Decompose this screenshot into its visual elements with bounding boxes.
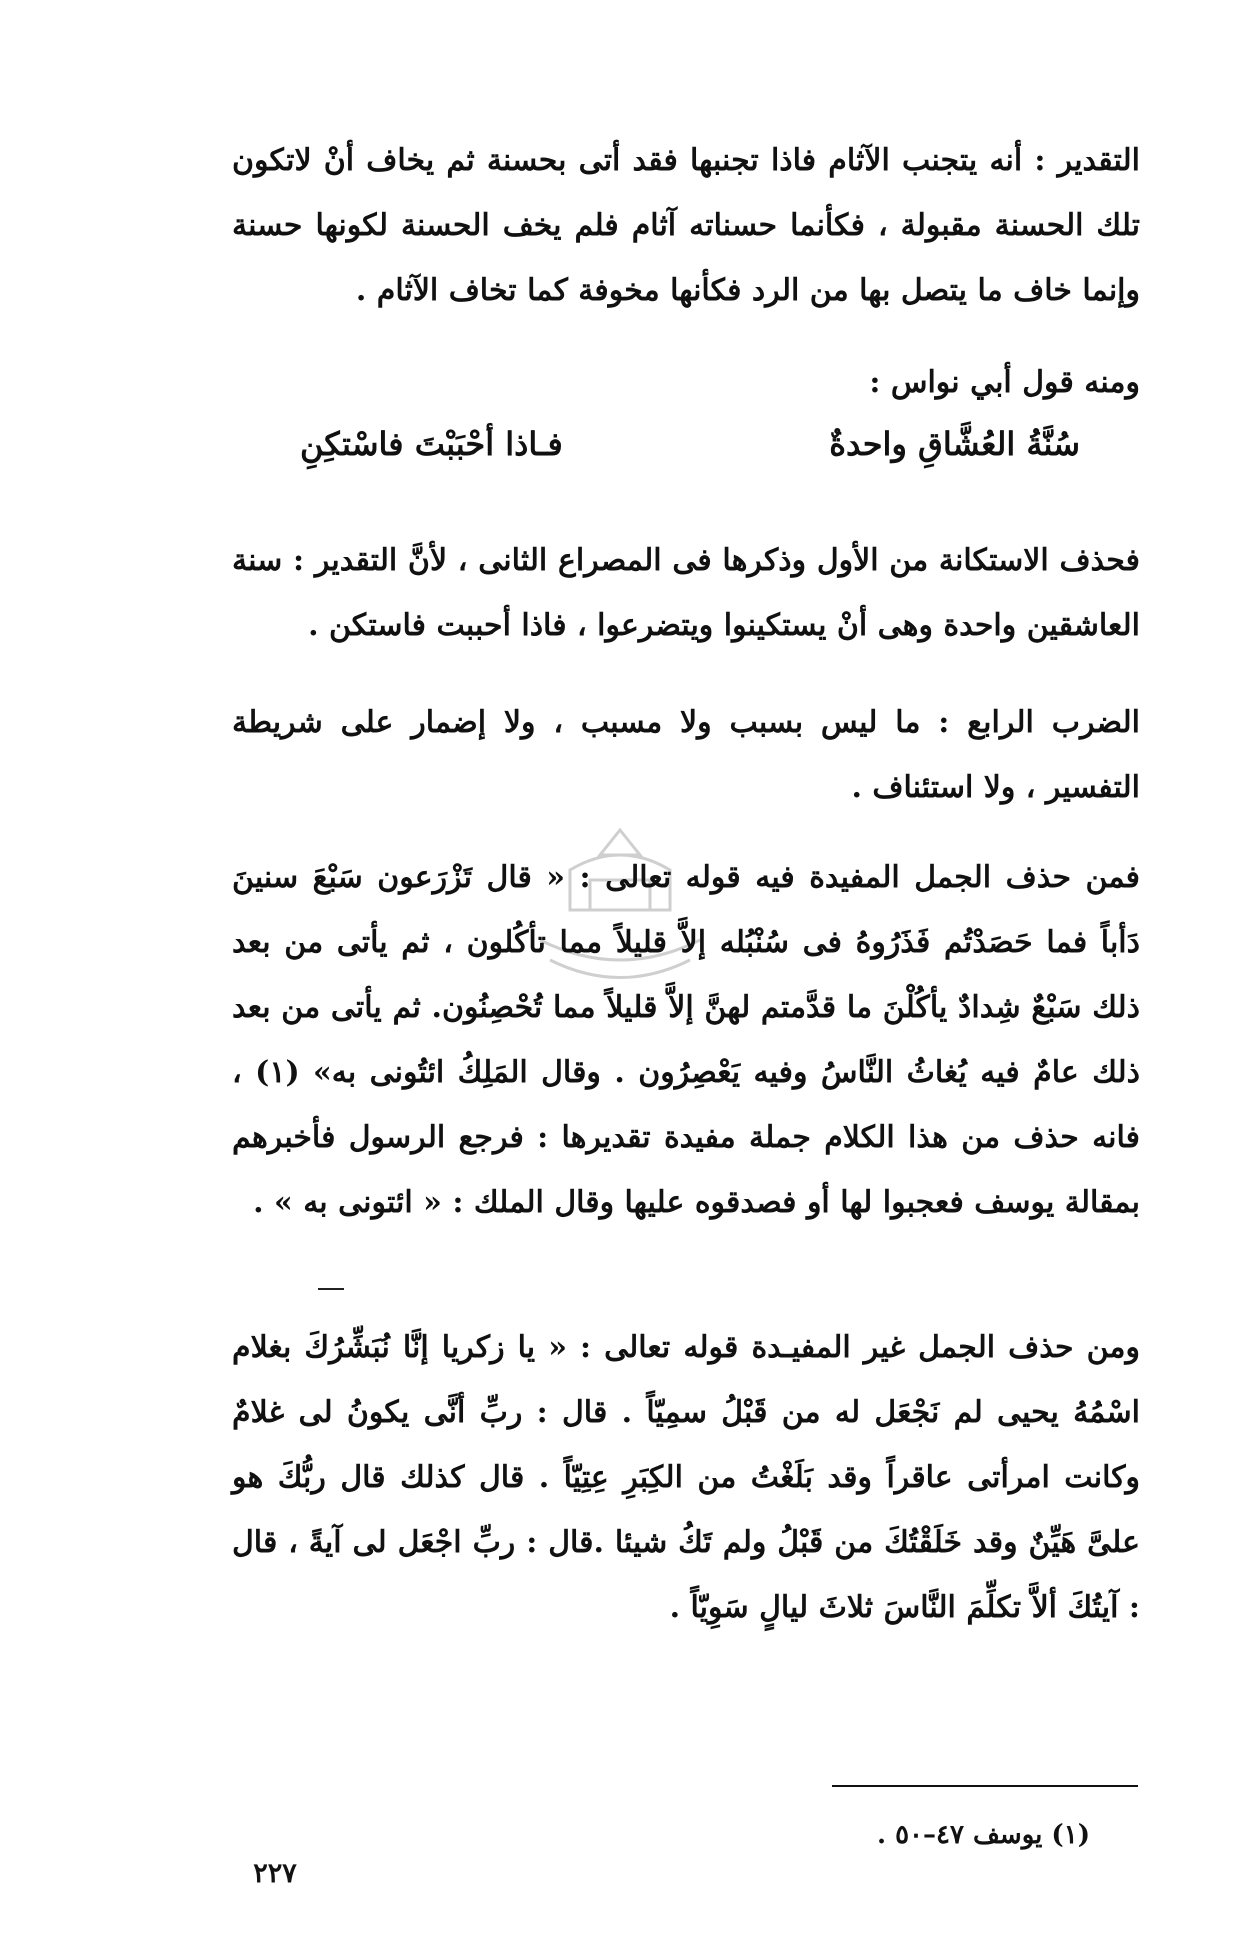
verse-first-hemistich: سُنَّةُ العُشَّاقِ واحدةٌ	[829, 425, 1080, 463]
paragraph-non-useful-sentences	[232, 1315, 1140, 1640]
paragraph-text: الضرب الرابع : ما ليس بسبب ولا مسبب ، ولا إضمار على شريطة التفسير ، ولا استئناف .	[232, 705, 1140, 805]
paragraph-taqdir	[232, 128, 1140, 323]
footnote: (١) يوسف ٤٧–٥٠ .	[876, 1820, 1090, 1850]
paragraph-verse-explanation	[232, 528, 1140, 658]
paragraph-text: فمن حذف الجمل المفيدة فيه قوله تعالى : « قال تَزْرَعون سَبْعَ سنينَ دَأباً فما حَصَدْتُم فَذَرُوهُ فى سُنْبُله إلاَّ قليلاً مما تأكُلون ، ثم يأتى من بعد ذلك سَبْعٌ شِدادٌ يأكُلْنَ ما قدَّمتم لهنَّ إلاَّ قليلاً مما تُحْصِنُون. ثم يأتى من بعد ذلك عامٌ فيه يُغاثُ النَّاسُ وفيه يَعْصِرُون . وقال المَلِكُ ائتُونى به» (١) ، فانه حذف من هذا الكلام جملة مفيدة تقديرها : فرجع الرسول فأخبرهم بمقالة يوسف فعجبوا لها أو فصدقوه عليها وقال الملك : « ائتونى به » .	[232, 860, 1140, 1220]
paragraph-useful-sentences	[232, 845, 1140, 1235]
paragraph-text: التقدير : أنه يتجنب الآثام فاذا تجنبها فقد أتى بحسنة ثم يخاف أنْ لاتكون تلك الحسنة مقبولة ، فكأنما حسناته آثام فلم يخف الحسنة لكونها حسنة وإنما خاف ما يتصل بها من الرد فكأنها مخوفة كما تخاف الآثام .	[232, 143, 1140, 308]
paragraph-text: فحذف الاستكانة من الأول وذكرها فى المصراع الثانى ، لأنَّ التقدير : سنة العاشقين واحدة وهى أنْ يستكينوا ويتضرعوا ، فاذا أحببت فاستكن .	[232, 543, 1140, 643]
paragraph-text: ومنه قول أبي نواس :	[869, 365, 1140, 400]
paragraph-abu-nuwas-intro	[232, 350, 1140, 415]
page-number: ٢٢٧	[253, 1858, 297, 1889]
footnote-divider	[832, 1785, 1138, 1787]
verse-second-hemistich: فـاذا أحْبَبْتَ فاسْتكِنِ	[300, 425, 563, 463]
paragraph-text: ومن حذف الجمل غير المفيـدة قوله تعالى : « يا زكريا إنَّا نُبَشِّرُكَ بغلام اسْمُهُ يحيى لم نَجْعَل له من قَبْلُ سمِيّاً . قال : ربِّ أنَّى يكونُ لى غلامٌ وكانت امرأتى عاقراً وقد بَلَغْتُ من الكِبَرِ عِتِيّاً . قال كذلك قال ربُّكَ هو علىَّ هَيِّنٌ وقد خَلَقْتُكَ من قَبْلُ ولم تَكُ شيئا .قال : ربِّ اجْعَل لى آيةً ، قال : آيتُكَ ألاَّ تكلِّمَ النَّاسَ ثلاثَ ليالٍ سَوِيّاً .	[232, 1330, 1140, 1625]
stray-mark	[318, 1288, 344, 1290]
paragraph-fourth-type	[232, 690, 1140, 820]
poetry-verse	[300, 425, 1080, 463]
